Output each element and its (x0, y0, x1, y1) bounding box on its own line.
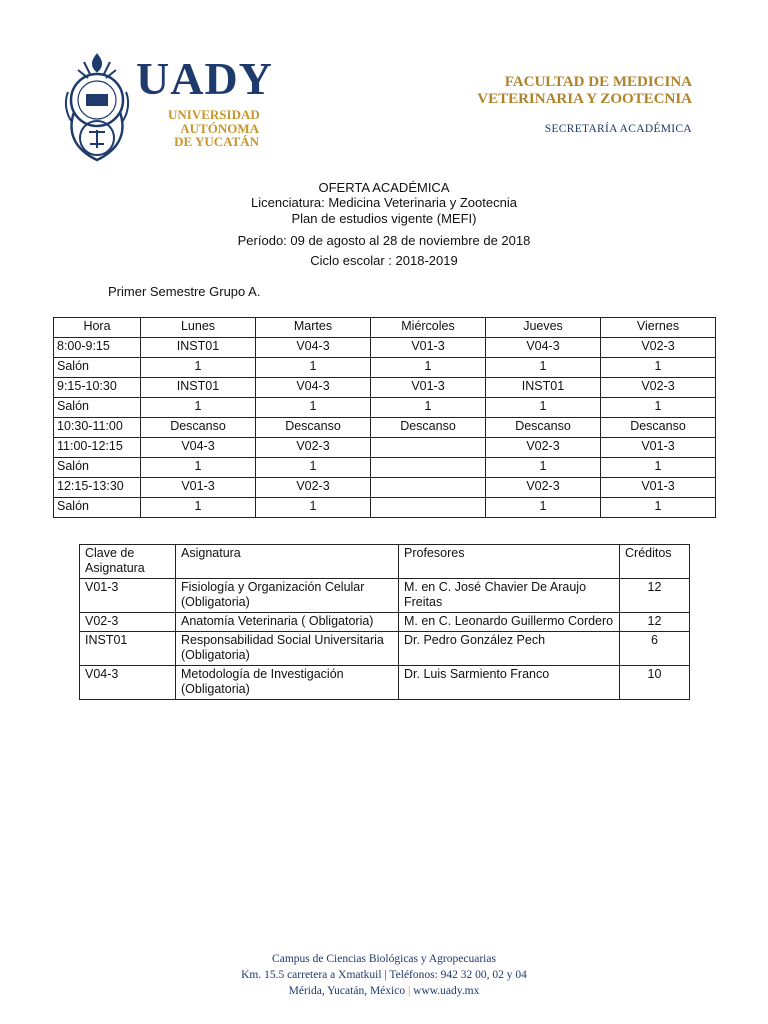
schedule-cell: 1 (601, 358, 716, 378)
header-cell: Profesores (399, 545, 620, 579)
time-cell: 12:15-13:30 (54, 478, 141, 498)
schedule-cell: V02-3 (486, 438, 601, 458)
schedule-row (54, 378, 716, 398)
header-cell: Asignatura (176, 545, 399, 579)
header-cell: Viernes (601, 318, 716, 338)
header-cell: Lunes (141, 318, 256, 338)
schedule-cell: 1 (601, 458, 716, 478)
course-code: V01-3 (80, 579, 176, 613)
schedule-row (54, 358, 716, 378)
header-cell: Jueves (486, 318, 601, 338)
course-row (80, 613, 690, 632)
schedule-cell: V04-3 (486, 338, 601, 358)
time-cell: Salón (54, 458, 141, 478)
footer-city-web (0, 983, 768, 999)
header-cell: Clave de Asignatura (80, 545, 176, 579)
schedule-cell (371, 458, 486, 478)
schedule-row (54, 498, 716, 518)
schedule-cell: 1 (141, 358, 256, 378)
time-cell: Salón (54, 498, 141, 518)
schedule-cell: INST01 (486, 378, 601, 398)
schedule-header-row (54, 318, 716, 338)
schedule-cell: V01-3 (371, 378, 486, 398)
schedule-cell: 1 (486, 498, 601, 518)
header-cell: Hora (54, 318, 141, 338)
schedule-cell: 1 (601, 398, 716, 418)
course-professor: M. en C. José Chavier De Araujo Freitas (399, 579, 620, 613)
course-name: Responsabilidad Social Universitaria (Obligatoria) (176, 632, 399, 666)
document-title: OFERTA ACADÉMICA (318, 180, 450, 195)
course-credits: 12 (620, 613, 690, 632)
schedule-row (54, 338, 716, 358)
schedule-cell: V04-3 (256, 378, 371, 398)
degree-line: Licenciatura: Medicina Veterinaria y Zootecnia (251, 195, 517, 210)
faculty-name (477, 74, 692, 108)
schedule-cell: 1 (141, 498, 256, 518)
schedule-row (54, 398, 716, 418)
footer-website-link[interactable]: www.uady.mx (413, 985, 480, 997)
schedule-row (54, 458, 716, 478)
schedule-cell: Descanso (141, 418, 256, 438)
group-label: Primer Semestre Grupo A. (108, 284, 261, 299)
university-name-line: UNIVERSIDAD (168, 107, 260, 122)
footer-separator: | (407, 985, 411, 997)
course-credits: 6 (620, 632, 690, 666)
schedule-cell: 1 (256, 498, 371, 518)
uady-wordmark: UADY (136, 53, 273, 104)
time-cell: Salón (54, 398, 141, 418)
schedule-cell (371, 478, 486, 498)
schedule-cell: V02-3 (486, 478, 601, 498)
course-code: INST01 (80, 632, 176, 666)
secretariat-label: SECRETARÍA ACADÉMICA (544, 123, 692, 135)
footer-campus: Campus de Ciencias Biológicas y Agropecuarias (272, 953, 496, 965)
course-row (80, 632, 690, 666)
period-line: Período: 09 de agosto al 28 de noviembre de 2018 (237, 233, 531, 248)
schedule-cell: Descanso (371, 418, 486, 438)
course-row (80, 579, 690, 613)
footer-address: Km. 15.5 carretera a Xmatkuil | Teléfonos: 942 32 00, 02 y 04 (241, 969, 527, 981)
schedule-cell: V02-3 (256, 438, 371, 458)
schedule-cell: INST01 (141, 338, 256, 358)
time-cell: 11:00-12:15 (54, 438, 141, 458)
university-name (168, 108, 259, 149)
course-credits: 12 (620, 579, 690, 613)
schedule-cell: 1 (256, 398, 371, 418)
schedule-cell: V04-3 (141, 438, 256, 458)
schedule-cell: 1 (371, 358, 486, 378)
course-name: Anatomía Veterinaria ( Obligatoria) (176, 613, 399, 632)
schedule-cell: Descanso (601, 418, 716, 438)
schedule-cell: 1 (141, 398, 256, 418)
course-name: Metodología de Investigación (Obligatoria) (176, 666, 399, 700)
header-cell: Martes (256, 318, 371, 338)
schedule-cell: 1 (256, 458, 371, 478)
schedule-cell (371, 498, 486, 518)
schedule-cell: 1 (486, 358, 601, 378)
plan-line: Plan de estudios vigente (MEFI) (291, 211, 477, 226)
course-code: V02-3 (80, 613, 176, 632)
schedule-cell: V02-3 (601, 338, 716, 358)
schedule-cell: V02-3 (256, 478, 371, 498)
footer-city: Mérida, Yucatán, México (288, 985, 406, 997)
course-code: V04-3 (80, 666, 176, 700)
schedule-cell: V01-3 (141, 478, 256, 498)
schedule-cell: V02-3 (601, 378, 716, 398)
time-cell: 10:30-11:00 (54, 418, 141, 438)
course-credits: 10 (620, 666, 690, 700)
schedule-cell: V01-3 (601, 478, 716, 498)
schedule-row (54, 418, 716, 438)
schedule-cell: 1 (601, 498, 716, 518)
schedule-cell: 1 (486, 458, 601, 478)
schedule-cell: 1 (256, 358, 371, 378)
university-name-line: AUTÓNOMA (180, 120, 259, 136)
university-seal-logo (62, 52, 132, 164)
time-cell: 9:15-10:30 (54, 378, 141, 398)
schedule-cell: V01-3 (601, 438, 716, 458)
schedule-cell: INST01 (141, 378, 256, 398)
cycle-line: Ciclo escolar : 2018-2019 (310, 253, 458, 268)
schedule-row (54, 438, 716, 458)
course-name: Fisiología y Organización Celular (Obligatoria) (176, 579, 399, 613)
schedule-cell (371, 438, 486, 458)
course-row (80, 666, 690, 700)
university-name-line: DE YUCATÁN (174, 134, 259, 149)
faculty-name-line: FACULTAD DE MEDICINA (504, 74, 692, 90)
courses-header-row (80, 545, 690, 579)
schedule-cell: 1 (141, 458, 256, 478)
course-professor: Dr. Luis Sarmiento Franco (399, 666, 620, 700)
schedule-cell: V01-3 (371, 338, 486, 358)
schedule-table (53, 317, 716, 518)
schedule-cell: Descanso (256, 418, 371, 438)
header-cell: Miércoles (371, 318, 486, 338)
header-cell: Créditos (620, 545, 690, 579)
schedule-cell: 1 (486, 398, 601, 418)
time-cell: 8:00-9:15 (54, 338, 141, 358)
course-professor: M. en C. Leonardo Guillermo Cordero (399, 613, 620, 632)
faculty-name-line: VETERINARIA Y ZOOTECNIA (477, 91, 692, 107)
schedule-row (54, 478, 716, 498)
schedule-cell: V04-3 (256, 338, 371, 358)
course-professor: Dr. Pedro González Pech (399, 632, 620, 666)
schedule-cell: Descanso (486, 418, 601, 438)
time-cell: Salón (54, 358, 141, 378)
courses-table (79, 544, 690, 700)
schedule-cell: 1 (371, 398, 486, 418)
